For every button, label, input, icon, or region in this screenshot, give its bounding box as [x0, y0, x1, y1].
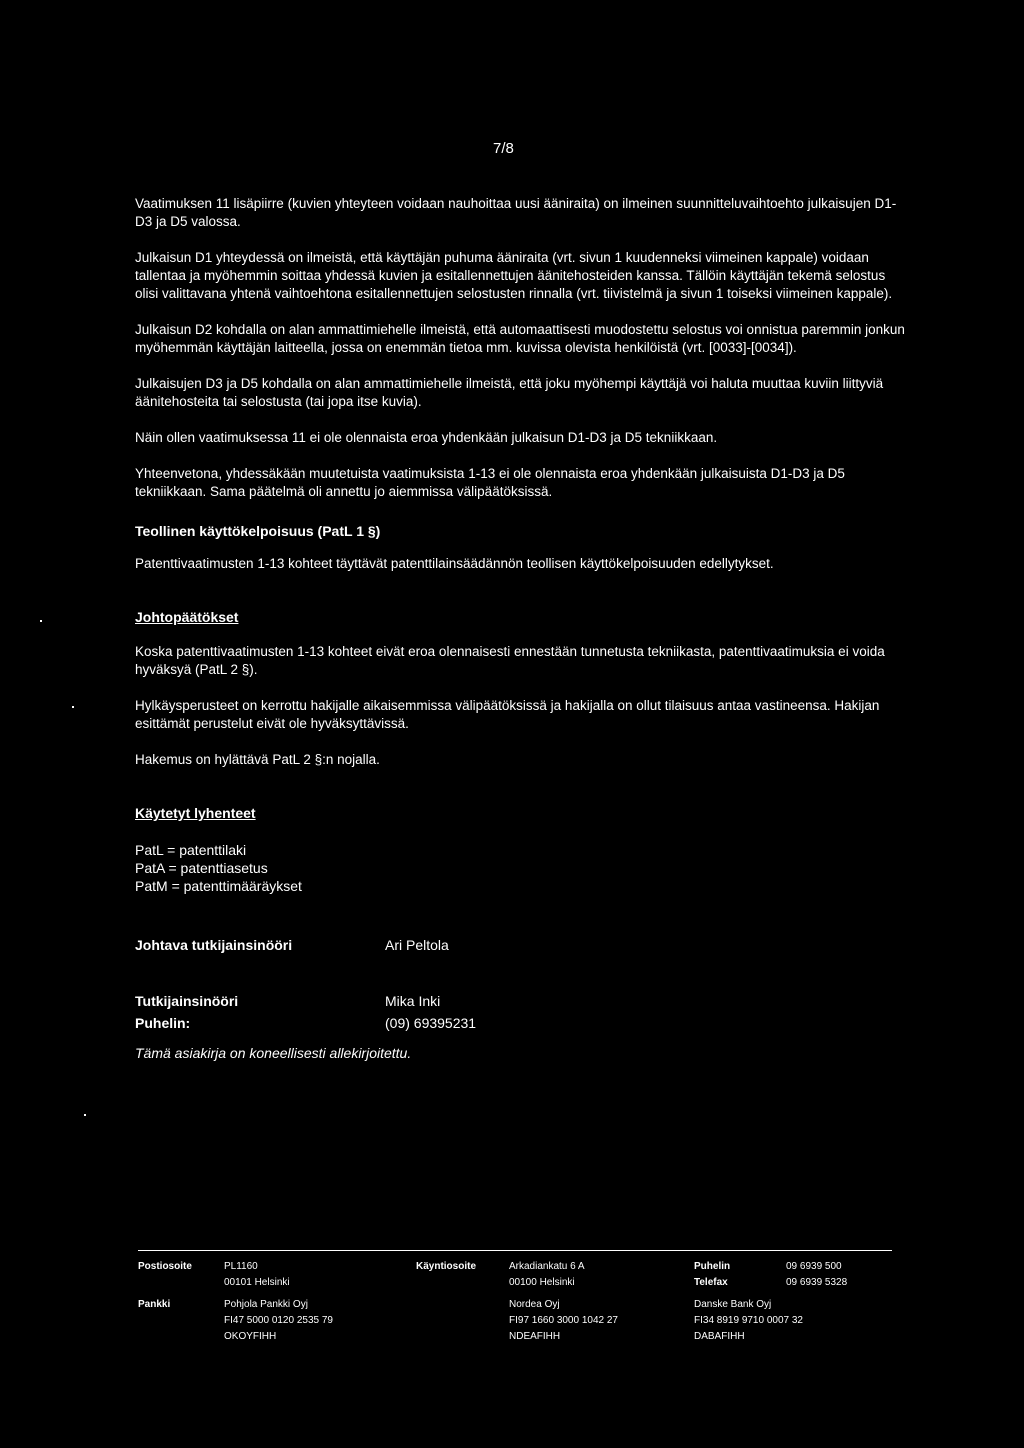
phone-value: (09) 69395231 — [385, 1015, 477, 1031]
paragraph-claim-11: Vaatimuksen 11 lisäpiirre (kuvien yhteyteen voidaan nauhoittaa uusi ääniraita) on ilmeinen suunnitteluvaihtoehto julkaisujen D1-D3 ja D5 valossa. — [135, 196, 897, 229]
footer-bank-label: Pankki — [138, 1299, 171, 1310]
examiner-title: Tutkijainsinööri — [135, 993, 239, 1009]
industrial-applicability-text: Patenttivaatimusten 1-13 kohteet täyttävät patenttilainsäädännön teollisen käyttökelpoisuuden edellytykset. — [135, 556, 774, 571]
scan-speck — [40, 620, 42, 622]
footer-fax-value: 09 6939 5328 — [786, 1277, 848, 1288]
letterhead-footer — [138, 1250, 892, 1345]
footer-bank-danske — [694, 1297, 803, 1345]
footer-visit-line-1: Arkadiankatu 6 A — [509, 1261, 585, 1272]
footer-bank-3-bic: DABAFIHH — [694, 1331, 745, 1342]
conclusions-heading — [135, 609, 905, 627]
examiner-name: Mika Inki — [385, 993, 441, 1009]
footer-bank-3-name: Danske Bank Oyj — [694, 1299, 772, 1310]
footer-phone-value: 09 6939 500 — [786, 1261, 842, 1272]
abbreviation-pata: PatA = patenttiasetus — [135, 860, 268, 876]
industrial-applicability-heading: Teollinen käyttökelpoisuus (PatL 1 §) — [135, 523, 381, 539]
footer-bank-3-iban: FI34 8919 9710 0007 32 — [694, 1315, 803, 1326]
footer-visit-label: Käyntiosoite — [416, 1261, 477, 1272]
signature-lead — [135, 937, 905, 953]
lead-examiner-name: Ari Peltola — [385, 937, 449, 953]
footer-bank-1-name: Pohjola Pankki Oyj — [224, 1299, 308, 1310]
paragraph-summary: Yhteenvetona, yhdessäkään muutetuista vaatimuksista 1-13 ei ole olennaista eroa yhdenkään julkaisuista D1-D3 ja D5 tekniikkaan. Sama päätelmä oli annettu jo aiemmissa välipäätöksissä. — [135, 466, 845, 499]
footer-contact-labels — [694, 1259, 786, 1291]
document-body — [135, 195, 905, 1061]
paragraph-d1: Julkaisun D1 yhteydessä on ilmeistä, että käyttäjän puhuma ääniraita (vrt. sivun 1 kuudenneksi viimeinen kappale) voidaan tallentaa ja myöhemmin soittaa yhdessä kuvien ja esitallennettujen äänitehosteiden kanssa. Tällöin käyttäjän tekemä selostus olisi valittavana yhtenä vaihtoehtona esitallennettujen selostusten rinnalla (vrt. tiivistelmä ja sivun 1 toiseksi viimeinen kappale). — [135, 250, 893, 301]
footer-bank-1-iban: FI47 5000 0120 2535 79 — [224, 1315, 333, 1326]
signature-examiner — [135, 993, 905, 1009]
footer-postal-address — [224, 1259, 416, 1291]
electronic-signature-note: Tämä asiakirja on koneellisesti allekirjoitettu. — [135, 1045, 412, 1061]
footer-contact-values — [786, 1259, 847, 1291]
scan-speck — [72, 706, 74, 708]
conclusions-paragraph-3: Hakemus on hylättävä PatL 2 §:n nojalla. — [135, 752, 380, 767]
paragraph-d2: Julkaisun D2 kohdalla on alan ammattimiehelle ilmeistä, että automaattisesti muodostettu selostus voi onnistua paremmin jonkun myöhemmän käyttäjän laitteella, jossa on enemmän tietoa mm. kuvissa olevista henkilöistä (vrt. [0033]-[0034]). — [135, 322, 905, 355]
footer-bank-1-bic: OKOYFIHH — [224, 1331, 277, 1342]
conclusions-paragraph-1: Koska patenttivaatimusten 1-13 kohteet eivät eroa olennaisesti ennestään tunnetusta tekniikasta, patenttivaatimuksia ei voida hyväksyä (PatL 2 §). — [135, 644, 885, 677]
footer-postal-label: Postiosoite — [138, 1261, 192, 1272]
abbreviations-list — [135, 841, 905, 895]
footer-postal-line-2: 00101 Helsinki — [224, 1277, 290, 1288]
footer-bank-nordea — [509, 1297, 694, 1345]
paragraph-d3-d5: Julkaisujen D3 ja D5 kohdalla on alan ammattimiehelle ilmeistä, että joku myöhempi käyttäjä voi haluta muuttaa kuviin liittyviä äänitehosteita tai selostusta (tai jopa itse kuvia). — [135, 376, 884, 409]
abbreviations-heading-text: Käytetyt lyhenteet — [135, 805, 256, 821]
footer-phone-label: Puhelin — [694, 1261, 731, 1272]
lead-examiner-title: Johtava tutkijainsinööri — [135, 937, 293, 953]
paragraph-claim-11-conclusion: Näin ollen vaatimuksessa 11 ei ole olennaista eroa yhdenkään julkaisun D1-D3 ja D5 tekniikkaan. — [135, 430, 718, 445]
page-number: 7/8 — [493, 140, 514, 157]
footer-visit-line-2: 00100 Helsinki — [509, 1277, 575, 1288]
footer-fax-label: Telefax — [694, 1277, 728, 1288]
footer-visit-address — [509, 1259, 694, 1291]
signature-phone — [135, 1015, 905, 1031]
conclusions-paragraph-2: Hylkäysperusteet on kerrottu hakijalle aikaisemmissa välipäätöksissä ja hakijalla on ollut tilaisuus antaa vastineensa. Hakijan esittämät perustelut eivät ole hyväksyttävissä. — [135, 698, 880, 731]
abbreviation-patm: PatM = patenttimääräykset — [135, 878, 302, 894]
footer-bank-2-name: Nordea Oyj — [509, 1299, 560, 1310]
abbreviations-heading — [135, 805, 905, 823]
footer-bank-2-bic: NDEAFIHH — [509, 1331, 561, 1342]
footer-bank-pohjola — [224, 1297, 509, 1345]
footer-address-row — [138, 1259, 892, 1291]
footer-bank-2-iban: FI97 1660 3000 1042 27 — [509, 1315, 618, 1326]
scan-speck — [84, 1114, 86, 1116]
footer-postal-line-1: PL1160 — [224, 1261, 258, 1272]
abbreviation-patl: PatL = patenttilaki — [135, 842, 247, 858]
footer-bank-row — [138, 1297, 892, 1345]
conclusions-heading-text: Johtopäätökset — [135, 609, 239, 625]
phone-label: Puhelin: — [135, 1015, 191, 1031]
